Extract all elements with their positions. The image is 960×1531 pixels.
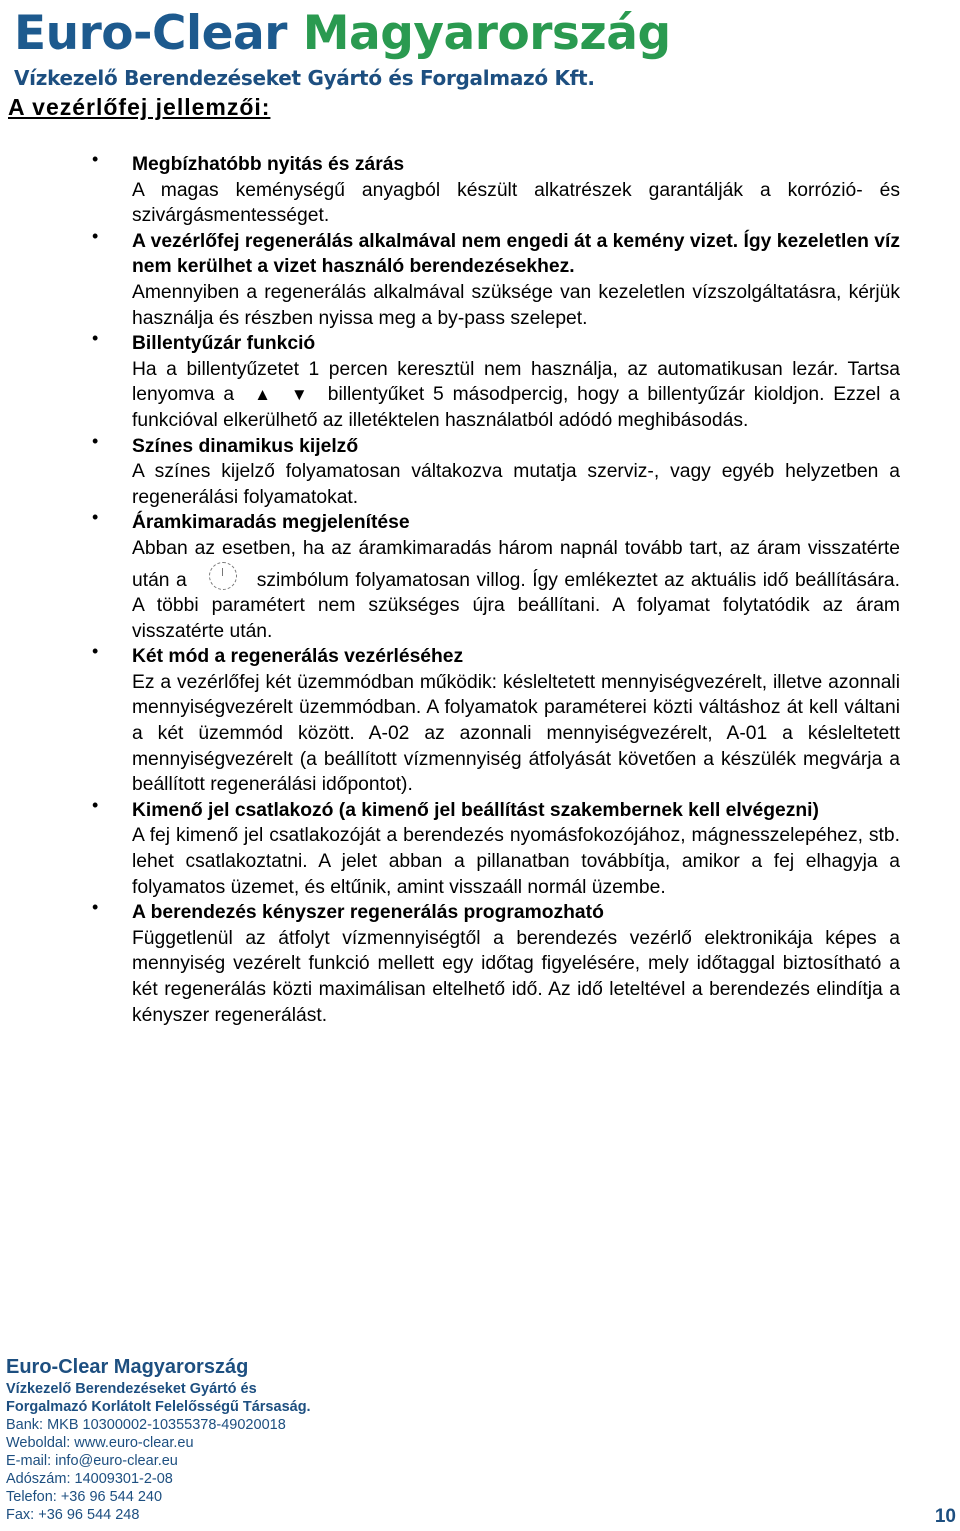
- item-body: Függetlenül az átfolyt vízmennyiségtől a berendezés vezérlő elektronikája képes a mennyiség vezérelt funkció mellett egy időtag figyelésére, mely időtaggal biztosítható a két regenerálás közti maximálisan eltelhető idő. Az idő leteltével a berendezés elindítja a kényszer regenerálást.: [132, 927, 900, 1026]
- list-item: [92, 641, 900, 798]
- item-body: Amennyiben a regenerálás alkalmával szüksége van kezeletlen vízszolgáltatásra, kérjük használja és részben nyissa meg a by-pass szelepet.: [132, 281, 900, 329]
- list-item: [92, 149, 900, 229]
- feature-list: [92, 149, 901, 1028]
- list-item: [92, 897, 900, 1028]
- footer-fax: Fax: +36 96 544 248: [6, 1507, 140, 1523]
- item-body-text: billentyűket 5 másodpercig, hogy a billentyűzár kioldjon. Ezzel a funkcióval elkerülhető az illetéktelen használatból adódó meghibásodás.: [132, 384, 900, 431]
- up-arrow-icon: ▲: [254, 385, 271, 405]
- bullet-icon: •: [92, 149, 99, 169]
- footer-tax-number: Adószám: 14009301-2-08: [6, 1471, 173, 1487]
- item-title: Megbízhatóbb nyitás és zárás: [132, 154, 405, 175]
- list-item: [92, 430, 900, 511]
- bullet-icon: •: [92, 328, 99, 349]
- clock-icon: [209, 562, 237, 590]
- company-logo: [14, 4, 671, 90]
- item-body-text: Abban az esetben, ha az áramkimaradás három napnál tovább tart, az áram visszatérte után a: [132, 537, 900, 591]
- item-body: A fej kimenő jel csatlakozóját a berendezés nyomásfokozójához, mágnesszelepéhez, stb. lehet csatlakoztatni. A jelet abban a pillanatban továbbítja, amikor a fej elhagyja a folyamatos üzemet, és eltűnik, amint visszaáll normál üzembe.: [132, 825, 900, 898]
- page-heading: A vezérlőfej jellemzői:: [8, 94, 271, 120]
- logo-title-magyarorszag: Magyarország: [302, 6, 671, 61]
- item-body: [132, 536, 900, 644]
- bullet-icon: •: [92, 430, 99, 451]
- logo-subtitle: Vízkezelő Berendezéseket Gyártó és Forgalmazó Kft.: [14, 66, 595, 90]
- item-body: [132, 357, 900, 434]
- footer-phone: Telefon: +36 96 544 240: [6, 1489, 163, 1505]
- list-item: [92, 507, 901, 644]
- bullet-icon: •: [92, 225, 99, 246]
- footer-company: Euro-Clear Magyarország: [6, 1356, 249, 1378]
- footer-website: Weboldal: www.euro-clear.eu: [6, 1435, 194, 1451]
- footer: [6, 1354, 311, 1524]
- footer-email: E-mail: info@euro-clear.eu: [6, 1453, 178, 1469]
- list-item: [92, 328, 900, 433]
- logo-title: [14, 4, 671, 64]
- bullet-icon: •: [92, 794, 99, 815]
- item-title: A berendezés kényszer regenerálás programozható: [132, 902, 604, 924]
- footer-bank: Bank: MKB 10300002-10355378-49020018: [6, 1417, 286, 1433]
- footer-company-line2: Forgalmazó Korlátolt Felelősségű Társaság.: [6, 1399, 311, 1415]
- item-title: Két mód a regenerálás vezérléséhez: [132, 646, 464, 668]
- bullet-icon: •: [92, 897, 99, 918]
- footer-company-line1: Vízkezelő Berendezéseket Gyártó és: [6, 1381, 257, 1397]
- bullet-icon: •: [92, 507, 99, 528]
- item-title: Áramkimaradás megjelenítése: [132, 512, 410, 534]
- list-item: [92, 794, 900, 900]
- item-title: Színes dinamikus kijelző: [132, 435, 359, 457]
- logo-title-euro: Euro-Clear: [14, 6, 303, 61]
- item-body-text: szimbólum folyamatosan villog. Így emlékeztet az aktuális idő beállítására. A többi paramétert nem szükséges újra beállítani. A folyamat folytatódik az áram visszatérte után.: [132, 569, 901, 642]
- down-arrow-icon: ▼: [290, 385, 308, 405]
- item-title: Kimenő jel csatlakozó (a kimenő jel beállítást szakembernek kell elvégezni): [132, 799, 819, 821]
- bullet-icon: •: [92, 641, 99, 662]
- item-body: A színes kijelző folyamatosan váltakozva mutatja szerviz-, vagy egyéb helyzetben a regenerálási folyamatokat.: [132, 461, 900, 508]
- item-body: A magas keménységű anyagból készült alkatrészek garantálják a korrózió- és szivárgásmentességet.: [132, 179, 900, 227]
- list-item: [92, 225, 900, 331]
- item-body: Ez a vezérlőfej két üzemmódban működik: késleltetett mennyiségvezérelt, illetve azonnali mennyiségvezérelt üzemmódban. A folyamatok paraméterei közti váltáshoz át kell váltani a két üzemmód között. A-02 az azonnali mennyiségvezérelt, A-01 a késleltetett mennyiségvezérelt (a beállított vízmennyiség átfolyását követően a készülék megvárja a beállított regenerálási időpontot).: [132, 671, 900, 796]
- page-number: 10: [934, 1506, 956, 1527]
- item-body-text: Ha a billentyűzetet 1 percen keresztül nem használja, az automatikusan lezár. Tartsa lenyomva a: [132, 358, 900, 406]
- item-title: Billentyűzár funkció: [132, 333, 316, 355]
- item-title: A vezérlőfej regenerálás alkalmával nem engedi át a kemény vizet. Így kezeletlen víz nem kerülhet a vizet használó berendezésekhez.: [132, 230, 900, 278]
